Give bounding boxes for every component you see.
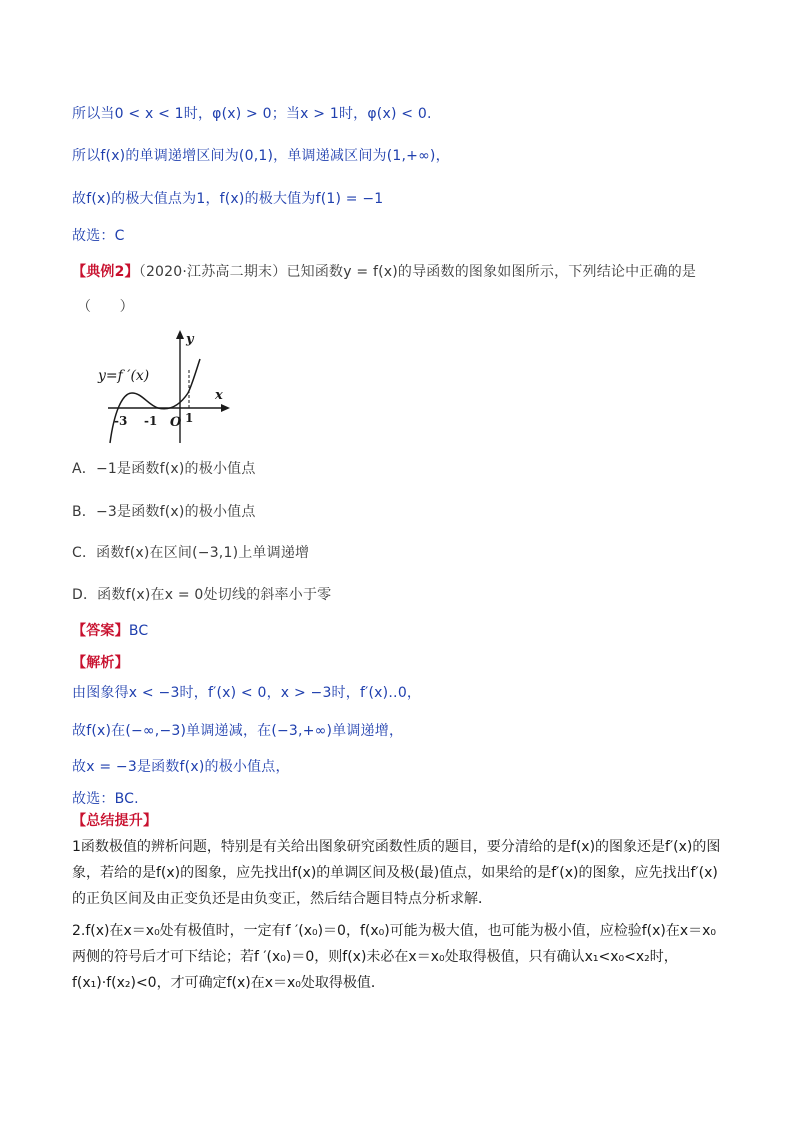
answer-value: BC bbox=[128, 623, 149, 639]
origin-label: O bbox=[170, 415, 182, 430]
option-a: A．−1是函数f(x)的极小值点 bbox=[72, 461, 256, 477]
summary-paragraph-1: 1函数极值的辨析问题，特别是有关给出图象研究函数性质的题目，要分清给的是f(x)的图象还是f′(x)的图象，若给的是f(x)的图象，应先找出f(x)的单调区间及极(最)值点，如果给的是f′(x)的图象，应先找出f′(x)的正负区间及由正变负还是由负变正，然后结合题目特点分析求解． bbox=[72, 839, 721, 907]
option-c: C．函数f(x)在区间(−3,1)上单调递增 bbox=[72, 545, 310, 561]
solution-line-2: 所以f(x)的单调递增区间为(0,1)，单调递减区间为(1,+∞)， bbox=[72, 148, 450, 164]
y-axis-label: y bbox=[186, 332, 194, 347]
tick-label-neg3: -3 bbox=[114, 414, 128, 428]
derivative-graph bbox=[92, 325, 237, 447]
tick-label-1: 1 bbox=[185, 411, 194, 425]
function-label: y=f ′(x) bbox=[98, 368, 150, 384]
summary-paragraph-2: 2.f(x)在x＝x₀处有极值时，一定有f ′(x₀)＝0，f(x₀)可能为极大值，也可能为极小值，应检验f(x)在x＝x₀两侧的符号后才可下结论；若f ′(x₀)＝0，则f(x)未必在x＝x₀处取得极值，只有确认x₁<x₀<x₂时，f(x₁)·f(x₂)<0，才可确定f(x)在x＝x₀处取得极值． bbox=[72, 923, 717, 991]
y-axis-arrow bbox=[176, 330, 184, 339]
solution-line-3: 故f(x)的极大值点为1，f(x)的极大值为f(1) = −1 bbox=[72, 191, 384, 207]
summary-label: 【总结提升】 bbox=[72, 813, 158, 829]
option-d: D．函数f(x)在x = 0处切线的斜率小于零 bbox=[72, 587, 332, 603]
analysis-line-1: 由图象得x < −3时，f′(x) < 0，x > −3时，f′(x)‥0， bbox=[72, 685, 422, 701]
x-axis-label: x bbox=[215, 388, 223, 403]
tick-label-neg1: -1 bbox=[144, 414, 158, 428]
solution-line-4: 故选：C bbox=[72, 228, 125, 244]
x-axis-arrow bbox=[221, 404, 230, 412]
example-source: （2020·江苏高二期末） bbox=[138, 264, 287, 280]
answer bbox=[72, 622, 148, 640]
analysis-line-3: 故x = −3是函数f(x)的极小值点， bbox=[72, 759, 290, 775]
analysis-line-2: 故f(x)在(−∞,−3)单调递减，在(−3,+∞)单调递增， bbox=[72, 723, 404, 739]
example-question-text: 已知函数y = f(x)的导函数的图象如图所示，下列结论中正确的是 bbox=[286, 264, 697, 280]
answer-bracket: （ ） bbox=[77, 299, 134, 315]
answer-label: 【答案】 bbox=[72, 623, 129, 639]
example-tag: 【典例2】 bbox=[72, 264, 139, 280]
example-question bbox=[72, 263, 696, 281]
solution-line-1: 所以当0 < x < 1时，φ(x) > 0；当x > 1时，φ(x) < 0. bbox=[72, 106, 432, 122]
option-b: B．−3是函数f(x)的极小值点 bbox=[72, 504, 256, 520]
analysis-label: 【解析】 bbox=[72, 655, 129, 671]
analysis-line-4: 故选：BC. bbox=[72, 791, 139, 807]
